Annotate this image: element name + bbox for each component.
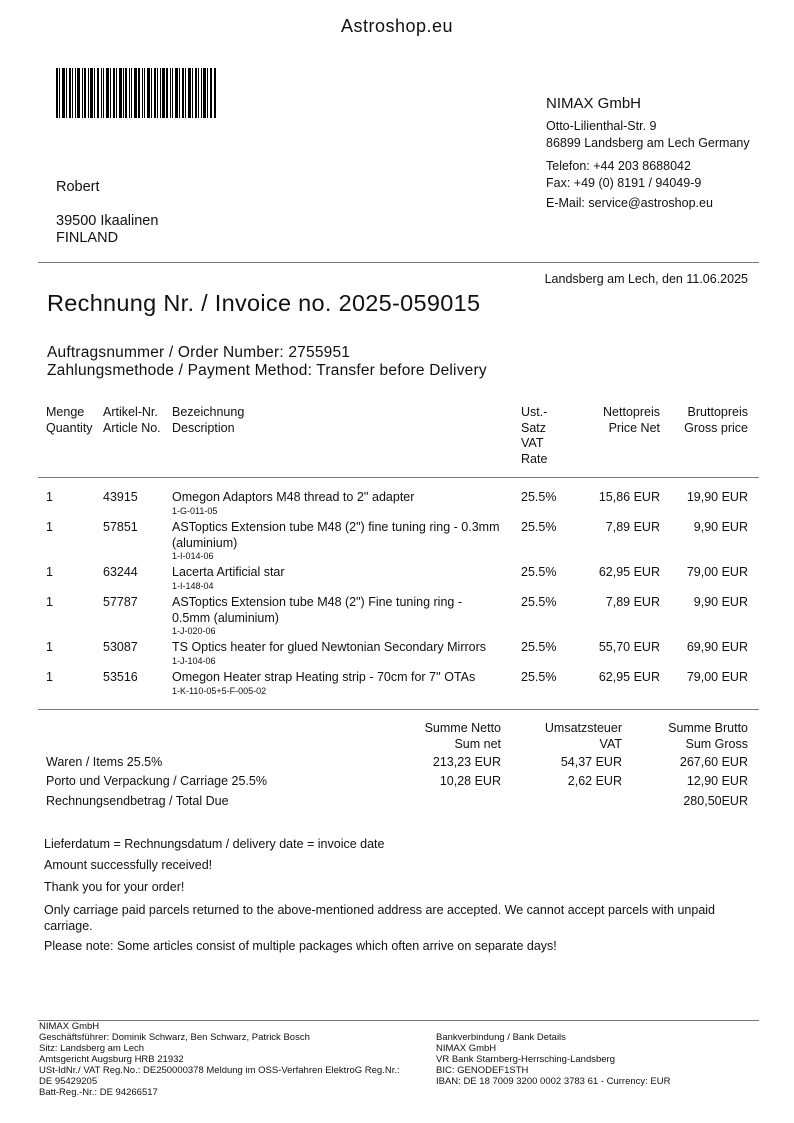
item-vat-rate: 25.5%	[521, 595, 557, 609]
footer-left-line: Batt-Reg.-Nr.: DE 94266517	[39, 1087, 158, 1098]
header-article-en: Article No.	[103, 420, 161, 435]
footer-right-line: BIC: GENODEF1STH	[436, 1065, 529, 1076]
seller-email: E-Mail: service@astroshop.eu	[546, 196, 713, 210]
seller-address	[546, 118, 750, 152]
invoice-title: Rechnung Nr. / Invoice no. 2025-059015	[47, 290, 481, 316]
header-desc-en: Description	[172, 420, 235, 435]
header-vat	[521, 405, 547, 467]
item-article: 53516	[103, 670, 138, 684]
item-storage-code: 1-K-110-05+5-F-005-02	[172, 685, 267, 696]
summary-items-gross: 267,60 EUR	[679, 755, 748, 769]
seller-fax: Fax: +49 (0) 8191 / 94049-9	[546, 176, 702, 190]
summary-carriage-gross: 12,90 EUR	[686, 774, 748, 788]
item-description	[172, 640, 517, 667]
summary-carriage-net: 10,28 EUR	[439, 774, 501, 788]
summary-header-net-en: Sum net	[454, 736, 501, 751]
item-vat-rate: 25.5%	[521, 520, 557, 534]
note-amount-received: Amount successfully received!	[44, 858, 213, 872]
item-gross-price: 79,00 EUR	[686, 670, 748, 684]
header-gross	[684, 405, 748, 436]
seller-phone: Telefon: +44 203 8688042	[546, 159, 691, 173]
item-description-text: Omegon Heater strap Heating strip - 70cm for 7'' OTAs	[172, 670, 476, 684]
note-packages: Please note: Some articles consist of multiple packages which often arrive on separate days!	[44, 939, 557, 953]
item-vat-rate: 25.5%	[521, 670, 557, 684]
item-gross-price: 79,00 EUR	[686, 565, 748, 579]
summary-items-net: 213,23 EUR	[432, 755, 501, 769]
seller-name: NIMAX GmbH	[546, 95, 642, 112]
footer-bank	[436, 1032, 670, 1087]
item-qty: 1	[46, 490, 53, 504]
item-storage-code: 1-G-011-05	[172, 505, 218, 516]
header-article-de: Artikel-Nr.	[103, 405, 158, 419]
header-qty-en: Quantity	[46, 420, 93, 435]
header-divider	[38, 262, 759, 263]
item-description	[172, 565, 517, 592]
item-vat-rate: 25.5%	[521, 490, 557, 504]
item-storage-code: 1-I-014-06	[172, 551, 214, 561]
footer-left-line: NIMAX GmbH	[39, 1021, 100, 1032]
item-article: 57851	[103, 520, 138, 534]
summary-header-gross	[668, 721, 748, 752]
item-net-price: 7,89 EUR	[605, 520, 660, 534]
total-currency: EUR	[721, 794, 748, 808]
table-footer-divider	[38, 709, 759, 710]
footer-left-line: Geschäftsführer: Dominik Schwarz, Ben Schwarz, Patrick Bosch	[39, 1032, 310, 1043]
summary-header-vat	[545, 721, 622, 752]
summary-header-gross-de: Summe Brutto	[668, 721, 748, 735]
item-description	[172, 520, 517, 562]
item-storage-code: 1-I-148-04	[172, 580, 214, 591]
item-gross-price: 9,90 EUR	[693, 595, 748, 609]
footer-right-line: VR Bank Starnberg-Herrsching-Landsberg	[436, 1054, 616, 1065]
item-description-text: TS Optics heater for glued Newtonian Secondary Mirrors	[172, 640, 487, 654]
header-desc	[172, 405, 244, 436]
item-description	[172, 490, 517, 517]
barcode	[56, 68, 216, 118]
item-article: 63244	[103, 565, 138, 579]
summary-header-net	[425, 721, 501, 752]
item-net-price: 7,89 EUR	[605, 595, 660, 609]
item-description-continued: (aluminium)	[172, 535, 238, 550]
seller-street: Otto-Lilienthal-Str. 9	[546, 119, 657, 133]
note-thank-you: Thank you for your order!	[44, 880, 185, 894]
summary-carriage-vat: 2,62 EUR	[567, 774, 622, 788]
customer-name: Robert	[56, 179, 100, 195]
customer-country: FINLAND	[56, 230, 119, 246]
header-net-en: Price Net	[608, 420, 660, 435]
summary-header-gross-en: Sum Gross	[685, 736, 748, 751]
summary-header-net-de: Summe Netto	[424, 721, 501, 735]
summary-header-vat-de: Umsatzsteuer	[544, 721, 622, 735]
header-vat-3: VAT	[521, 436, 544, 450]
item-article: 53087	[103, 640, 138, 654]
footer-right-line: IBAN: DE 18 7009 3200 0002 3783 61 - Currency: EUR	[436, 1076, 671, 1087]
footer-right-line: NIMAX GmbH	[436, 1043, 497, 1054]
header-gross-en: Gross price	[684, 420, 748, 435]
footer-left-line: USt-IdNr./ VAT Reg.No.: DE250000378 Meldung im OSS-Verfahren ElektroG Reg.Nr.:	[39, 1065, 400, 1076]
order-number: Auftragsnummer / Order Number: 2755951	[47, 344, 351, 361]
item-description-text: ASToptics Extension tube M48 (2") fine tuning ring - 0.3mm	[172, 520, 500, 534]
summary-items-label: Waren / Items 25.5%	[46, 755, 163, 769]
summary-carriage-label: Porto und Verpackung / Carriage 25.5%	[46, 774, 267, 788]
header-vat-1: Ust.-	[521, 405, 548, 419]
item-net-price: 55,70 EUR	[598, 640, 660, 654]
item-gross-price: 9,90 EUR	[693, 520, 748, 534]
item-storage-code: 1-J-104-06	[172, 655, 216, 666]
header-qty	[46, 405, 93, 436]
summary-items-vat: 54,37 EUR	[560, 755, 622, 769]
header-qty-de: Menge	[46, 405, 85, 419]
seller-city: 86899 Landsberg am Lech Germany	[546, 136, 750, 150]
footer-left-line: DE 95429205	[39, 1076, 98, 1087]
item-description-continued: 0.5mm (aluminium)	[172, 610, 279, 625]
place-date: Landsberg am Lech, den 11.06.2025	[544, 272, 748, 286]
header-vat-2: Satz	[521, 420, 547, 435]
header-article	[103, 405, 161, 436]
header-net-de: Nettopreis	[603, 405, 660, 419]
item-gross-price: 69,90 EUR	[686, 640, 748, 654]
item-qty: 1	[46, 520, 53, 534]
item-description	[172, 595, 517, 637]
item-description-text: Omegon Adaptors M48 thread to 2'' adapter	[172, 490, 415, 504]
note-delivery-date: Lieferdatum = Rechnungsdatum / delivery date = invoice date	[44, 837, 385, 851]
item-qty: 1	[46, 565, 53, 579]
total-value: 280,50	[683, 794, 722, 808]
footer-company	[39, 1021, 400, 1098]
item-article: 43915	[103, 490, 138, 504]
item-description-text: Lacerta Artificial star	[172, 565, 285, 579]
summary-header-vat-en: VAT	[599, 736, 622, 751]
item-gross-price: 19,90 EUR	[686, 490, 748, 504]
item-net-price: 62,95 EUR	[598, 565, 660, 579]
customer-city: 39500 Ikaalinen	[56, 213, 159, 229]
item-net-price: 62,95 EUR	[598, 670, 660, 684]
item-qty: 1	[46, 640, 53, 654]
item-storage-code: 1-J-020-06	[172, 626, 216, 636]
header-gross-de: Bruttopreis	[687, 405, 748, 419]
customer-address	[56, 213, 158, 247]
footer-left-line: Sitz: Landsberg am Lech	[39, 1043, 145, 1054]
item-qty: 1	[46, 595, 53, 609]
site-title: Astroshop.eu	[340, 16, 454, 36]
header-desc-de: Bezeichnung	[172, 405, 245, 419]
total-label: Rechnungsendbetrag / Total Due	[46, 794, 229, 808]
item-article: 57787	[103, 595, 138, 609]
footer-right-line: Bankverbindung / Bank Details	[436, 1032, 566, 1043]
footer-left-line: Amtsgericht Augsburg HRB 21932	[39, 1054, 184, 1065]
note-returns: Only carriage paid parcels returned to the above-mentioned address are accepted. We cannot accept parcels with unpaid carriage.	[44, 903, 715, 933]
total-amount	[683, 794, 748, 810]
item-description-text: ASToptics Extension tube M48 (2") Fine tuning ring -	[172, 595, 462, 609]
payment-method: Zahlungsmethode / Payment Method: Transfer before Delivery	[47, 362, 487, 379]
item-qty: 1	[46, 670, 53, 684]
seller-contact	[546, 158, 701, 192]
header-net	[603, 405, 660, 436]
item-net-price: 15,86 EUR	[598, 490, 660, 504]
item-vat-rate: 25.5%	[521, 640, 557, 654]
header-vat-4: Rate	[521, 451, 548, 466]
item-vat-rate: 25.5%	[521, 565, 557, 579]
table-header-divider	[38, 477, 759, 478]
item-description	[172, 670, 517, 697]
